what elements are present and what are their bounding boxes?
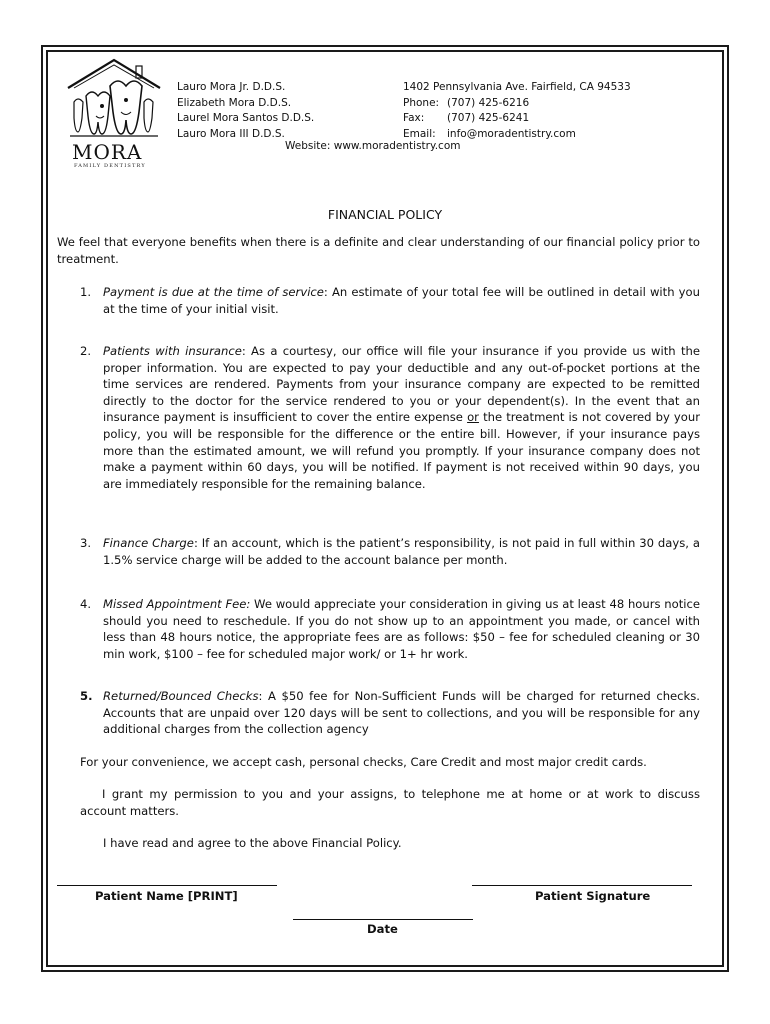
item-number: 5. bbox=[80, 689, 93, 703]
item-number: 1. bbox=[80, 285, 92, 299]
dentist-name: Lauro Mora Jr. D.D.S. bbox=[177, 81, 286, 93]
email-label: Email: bbox=[403, 127, 436, 140]
dentist-name: Laurel Mora Santos D.D.S. bbox=[177, 112, 315, 124]
email-address: info@moradentistry.com bbox=[447, 127, 576, 140]
item-number: 4. bbox=[80, 597, 92, 611]
phone-number: (707) 425-6216 bbox=[447, 96, 530, 109]
dentist-name: Elizabeth Mora D.D.S. bbox=[177, 96, 292, 109]
item-heading: Finance Charge bbox=[103, 536, 194, 550]
contact-info bbox=[403, 80, 631, 142]
item-text: We would appreciate your consideration in giving us at least 48 hours notice should you need to reschedule. If you do not show up to an appointment you made, or cancel with less than 48 hours notice, the appropriate fees are as follows: $50 – fee for scheduled cleaning or 30 min work, $100 – fee for scheduled major work/ or 1+ hr work. bbox=[103, 597, 700, 661]
dentist-list bbox=[177, 80, 314, 142]
item-heading: Returned/Bounced Checks bbox=[103, 689, 259, 703]
payment-methods-paragraph: For your convenience, we accept cash, personal checks, Care Credit and most major credit cards. bbox=[80, 755, 647, 769]
fax-number: (707) 425-6241 bbox=[447, 112, 530, 124]
item-heading: Missed Appointment Fee: bbox=[103, 597, 251, 611]
policy-item-insurance bbox=[103, 343, 700, 492]
policy-item-payment-due bbox=[103, 284, 700, 317]
agreement-statement: I have read and agree to the above Financial Policy. bbox=[103, 836, 402, 850]
item-number: 2. bbox=[80, 344, 92, 358]
intro-paragraph: We feel that everyone benefits when there is a definite and clear understanding of our financial policy prior to treatment. bbox=[57, 235, 700, 266]
date-label: Date bbox=[367, 922, 398, 936]
phone-line bbox=[403, 96, 631, 112]
dentist-name: Lauro Mora III D.D.S. bbox=[177, 127, 285, 140]
date-line[interactable] bbox=[293, 919, 473, 920]
item-text: : An estimate of your total fee will be outlined in detail with you at the time of your initial visit. bbox=[103, 285, 700, 316]
item-text: : As a courtesy, our office will file your insurance if you provide us with the proper information. You are expected to pay your deductible and any out-of-pocket portions at the time services are rendered. Payments from your insurance company are expected to be remitted directly to the doctor for the service rendered to you or your dependent(s). In the event that an insurance payment is insufficient to cover the entire expense bbox=[103, 344, 700, 425]
page-border-inner bbox=[46, 50, 724, 967]
patient-name-line[interactable] bbox=[57, 885, 277, 886]
logo-wordmark: MORA bbox=[72, 140, 143, 164]
item-number: 3. bbox=[80, 536, 92, 550]
phone-label: Phone: bbox=[403, 96, 440, 109]
policy-item-missed-appointment bbox=[103, 596, 700, 662]
patient-signature-line[interactable] bbox=[472, 885, 692, 886]
address: 1402 Pennsylvania Ave. Fairfield, CA 94533 bbox=[403, 81, 631, 93]
fax-line bbox=[403, 111, 631, 127]
website: Website: www.moradentistry.com bbox=[285, 140, 461, 152]
patient-signature-label: Patient Signature bbox=[535, 889, 651, 903]
page-title: FINANCIAL POLICY bbox=[327, 207, 443, 222]
item-heading: Patients with insurance bbox=[103, 344, 242, 358]
policy-item-finance-charge bbox=[103, 535, 700, 568]
item-text: the treatment is not covered by your policy, you will be responsible for the difference or the entire bill. However, if your insurance pays more than the estimated amount, we will refund you promptly. If your insurance company does not make a payment within 60 days, you will be notified. If payment is not received within 90 days, you are immediately responsible for the remaining balance. bbox=[103, 410, 700, 491]
patient-name-label: Patient Name [PRINT] bbox=[95, 889, 238, 903]
fax-label: Fax: bbox=[403, 112, 425, 124]
item-text: : If an account, which is the patient’s responsibility, is not paid in full within 30 days, a 1.5% service charge will be added to the account balance per month. bbox=[103, 536, 700, 567]
permission-paragraph: I grant my permission to you and your assigns, to telephone me at home or at work to discuss account matters. bbox=[80, 787, 700, 818]
logo-subtitle: FAMILY DENTISTRY bbox=[74, 163, 146, 169]
item-heading: Payment is due at the time of service bbox=[103, 285, 324, 299]
policy-item-returned-checks bbox=[103, 688, 700, 738]
item-text: : A $50 fee for Non-Sufficient Funds will be charged for returned checks. Accounts that are unpaid over 120 days will be sent to collections, and you will be responsible for any additional charges from the collection agency bbox=[103, 689, 700, 737]
item-text-underlined: or bbox=[467, 410, 479, 425]
